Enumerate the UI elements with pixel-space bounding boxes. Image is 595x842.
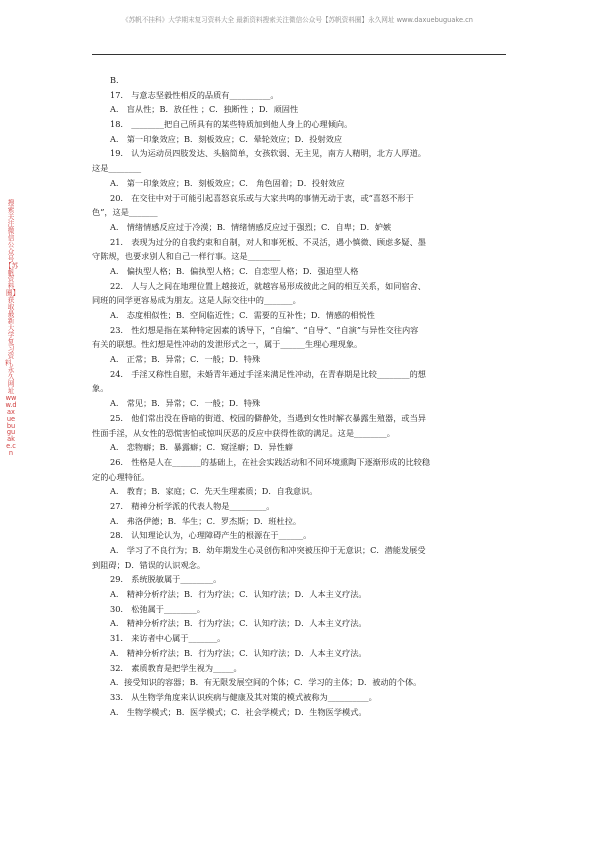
text-line: A. 精神分析疗法；B．行为疗法；C．认知疗法；D．人本主义疗法。: [110, 589, 367, 600]
text-line: 19. 认为运动员四肢发达、头脑简单，女孩软弱、无主见，南方人精明，北方人厚道。: [110, 148, 426, 159]
text-line: A. 态度相似性；B．空间临近性；C．需要的互补性；D．情感的相悦性: [110, 310, 375, 320]
text-line: 21. 表现为过分的自我约束和自制，对人和事死板、不灵活，遇小慎微、顾虑多疑、墨: [110, 236, 426, 247]
page-header: 《苏帆不挂科》大学期末复习资料大全 最新资料搜索关注微信公众号【苏帆资料圈】永久网址 www.daxuebuguake.cn: [122, 16, 473, 24]
text-line: B.: [110, 75, 119, 85]
text-line: A. 教育；B．家庭；C．先天生理素质；D．自我意识。: [110, 486, 318, 497]
question-list: [92, 73, 512, 719]
text-line: 23. 性幻想是指在某种特定因素的诱导下，“自编”、“自导”、“自演”与异性交往内容: [110, 324, 419, 335]
text-line: 33. 从生物学角度来认识疾病与健康及其对策的模式被称为__________。: [110, 691, 377, 702]
side-note: 搜索关注微信公众号【苏帆资料圈】获取最新大学复习资料，永久网址 www.daxuebuguake.cn: [5, 199, 19, 458]
text-line: 28. 认知理论认为，心理障碍产生的根源在于______。: [110, 530, 312, 541]
text-line: 定的心理特征。: [92, 471, 150, 482]
text-line: 到阻碍；D．错误的认识观念。: [92, 559, 206, 570]
text-line: 17. 与意志坚毅性相反的品质有__________。: [110, 89, 279, 100]
text-line: A. 盲从性；B．放任性 ；C．独断性 ；D．顽固性: [110, 104, 299, 115]
text-line: 象。: [92, 383, 109, 394]
text-line: A. 正常；B．异常；C．一般；D．特殊: [110, 354, 261, 365]
text-line: 30. 松弛属于________。: [110, 603, 205, 614]
text-line: 守陈规，也要求别人和自己一样行事。这是________: [92, 251, 281, 262]
text-line: 25. 他们常出没在昏暗的街道、校园的僻静处，当遇到女性时解衣暴露生殖器，或当异: [110, 412, 426, 423]
text-line: 色”，这是_______: [92, 207, 158, 218]
text-line: A. 偏执型人格；B．偏执型人格；C．自恋型人格；D．强迫型人格: [110, 265, 359, 276]
text-line: A. 学习了不良行为；B．幼年期发生心灵创伤和冲突被压抑于无意识；C．潜能发展受: [110, 545, 426, 555]
text-line: A. 恋物癖；B．暴露癖；C．窥淫癖；D．异性癖: [110, 442, 293, 453]
text-line: A. 常见；B．异常；C．一般；D．特殊: [110, 398, 261, 409]
text-line: A. 第一印象效应；B．刻板效应；C． 角色固着；D．投射效应: [110, 177, 345, 188]
text-line: 27. 精神分析学派的代表人物是_________。: [110, 500, 275, 511]
text-line: 24. 手淫又称性自慰，未婚青年通过手淫来满足性冲动，在青春期是比较________的想: [110, 368, 426, 379]
text-line: 有关的联想。性幻想是性冲动的发泄形式之一，属于______生理心理现象。: [92, 339, 363, 350]
text-line: A. 情绪情感反应过于冷漠；B．情绪情感反应过于强烈；C．自卑；D．妒嫉: [110, 221, 392, 232]
text-line: 同班的同学更容易成为朋友。这是人际交往中的_______。: [92, 295, 301, 306]
text-line: A. 第一印象效应；B．刻板效应；C．晕轮效应；D．投射效应: [110, 133, 343, 144]
text-line: 29. 系统脱敏属于________。: [110, 574, 222, 585]
text-line: A. 生物学模式；B．医学模式；C．社会学模式；D．生物医学模式。: [110, 706, 367, 717]
text-line: A. 弗洛伊德；B．华生；C．罗杰斯；D．班杜拉。: [110, 515, 302, 526]
text-line: 20. 在交往中对于可能引起喜怒哀乐或与大家共鸣的事情无动于衷，或“喜怒不形于: [110, 192, 414, 203]
text-line: A．接受知识的容器；B．有无限发展空间的个体；C．学习的主体；D．被动的个体。: [110, 677, 422, 688]
text-line: 26. 性格是人在_______的基础上，在社会实践活动和不同环境熏陶下逐渐形成的比较稳: [110, 456, 431, 467]
header-rule: [92, 54, 506, 55]
text-line: 22. 人与人之间在地理位置上越接近，就越容易形成彼此之间的相互关系，如同宿舍、: [110, 280, 426, 291]
text-line: A. 精神分析疗法；B．行为疗法；C．认知疗法；D．人本主义疗法。: [110, 618, 367, 629]
text-line: A. 精神分析疗法；B．行为疗法；C．认知疗法；D．人本主义疗法。: [110, 647, 367, 658]
text-line: 31. 来访者中心属于_______。: [110, 633, 226, 644]
text-line: 18. ________把自己所具有的某些特质加到他人身上的心理倾向。: [110, 119, 353, 130]
text-line: 这是________: [92, 163, 142, 174]
text-line: 32. 素质教育是把学生视为_____。: [110, 662, 242, 673]
text-line: 性面手淫，从女性的恐慌害怕或惊叫厌恶的反应中获得性欲的满足。这是________。: [92, 427, 395, 438]
